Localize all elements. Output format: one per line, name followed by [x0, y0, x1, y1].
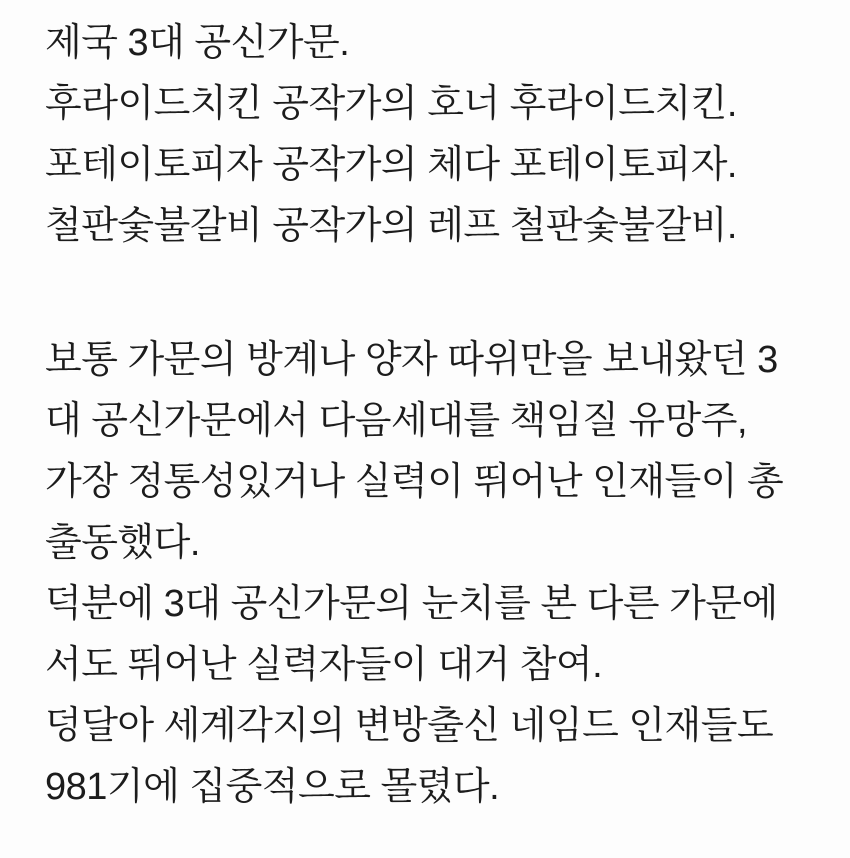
text-line: 981기에 집중적으로 몰렸다. [45, 766, 500, 808]
text-line: 후라이드치킨 공작가의 호너 후라이드치킨. [45, 83, 737, 125]
text-line: 덩달아 세계각지의 변방출신 네임드 인재들도 [45, 705, 774, 747]
text-line: 제국 3대 공신가문. [45, 22, 350, 64]
text-line: 보통 가문의 방계나 양자 따위만을 보내왔던 3 [45, 339, 778, 381]
text-body [45, 13, 812, 818]
text-line: 출동했다. [45, 522, 200, 564]
text-line: 서도 뛰어난 실력자들이 대거 참여. [45, 644, 603, 686]
paragraph [45, 13, 812, 257]
text-line: 포테이토피자 공작가의 체다 포테이토피자. [45, 144, 737, 186]
text-line: 덕분에 3대 공신가문의 눈치를 본 다른 가문에 [45, 583, 778, 625]
text-line: 철판숯불갈비 공작가의 레프 철판숯불갈비. [45, 205, 737, 247]
text-line: 가장 정통성있거나 실력이 뛰어난 인재들이 총 [45, 461, 784, 503]
text-line: 대 공신가문에서 다음세대를 책임질 유망주, [45, 400, 748, 442]
paragraph [45, 330, 812, 818]
